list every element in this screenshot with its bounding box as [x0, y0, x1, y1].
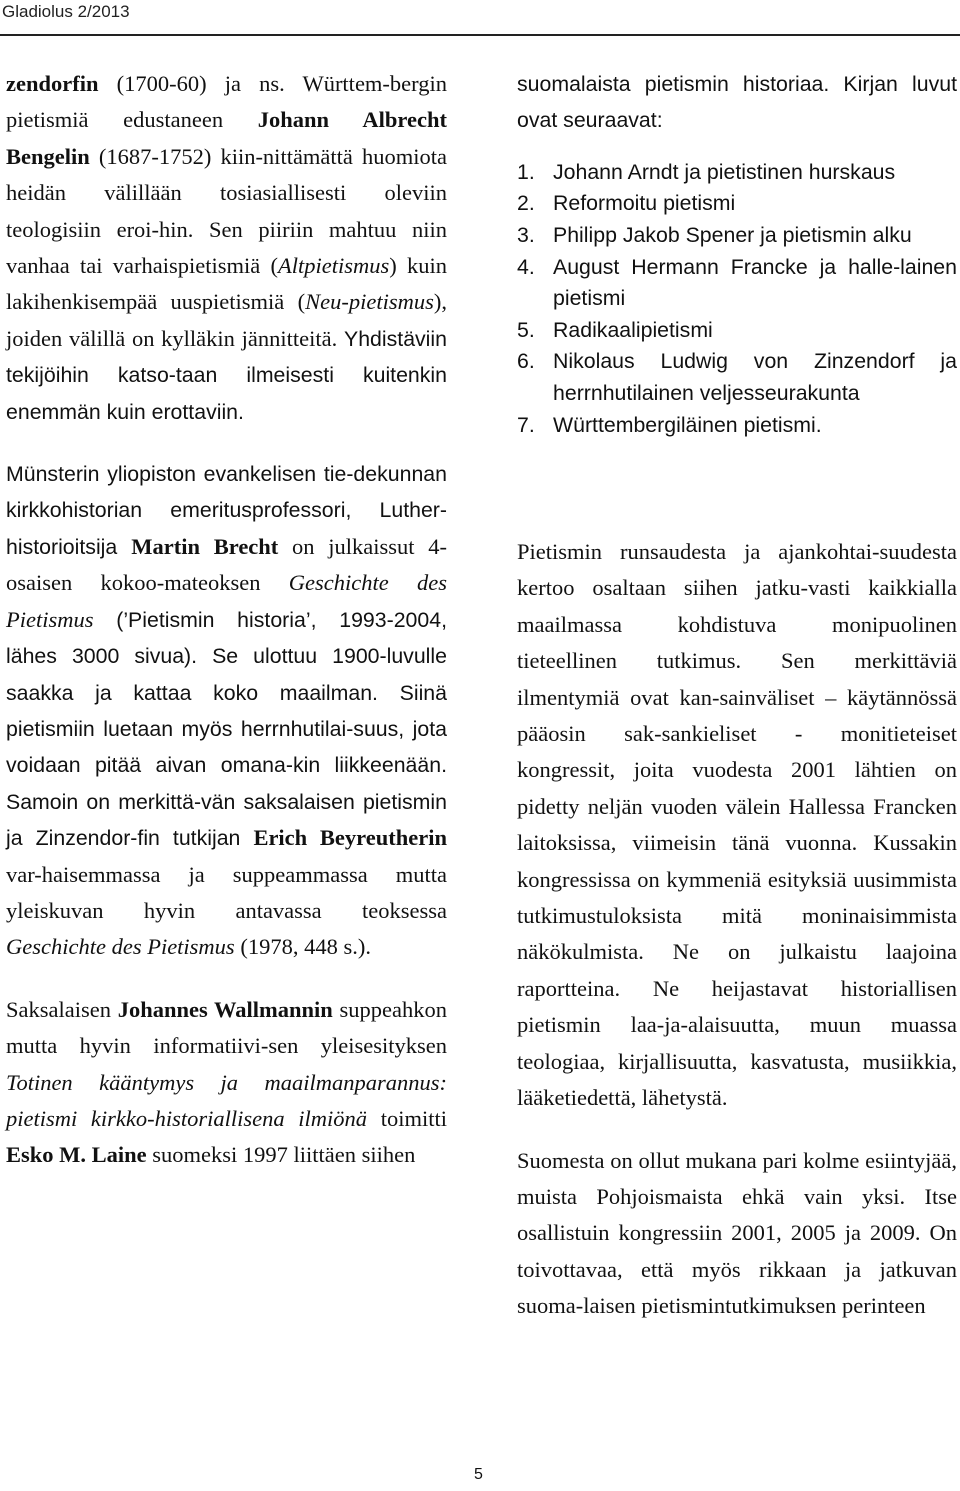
text-span: on julkaissut 4-osaisen kokoo-mateoksen — [6, 533, 447, 596]
left-column — [6, 66, 447, 1174]
book-title: Geschichte des Pietismus — [6, 934, 235, 960]
list-number: 5. — [517, 317, 535, 342]
list-number: 6. — [517, 349, 535, 374]
paragraph-brecht — [6, 456, 447, 966]
list-text: Johann Arndt ja pietistinen hurskaus — [553, 159, 896, 184]
paragraph-chapters-intro: suomalaista pietismin historiaa. Kirjan luvut ovat seuraavat: — [517, 72, 957, 133]
text-span: toimitti — [367, 1105, 447, 1131]
list-item — [517, 410, 957, 442]
page-number: 5 — [474, 1466, 483, 1483]
term-neupietismus: Neu-pietismus — [305, 289, 434, 315]
text-span: ) kuin lakihenkisempää uuspietismiä ( — [6, 253, 448, 315]
text-span: ), joiden välillä on kylläkin jännitteitä. — [6, 289, 447, 351]
text-span: Saksalaisen — [6, 996, 118, 1022]
text-span: Münsterin yliopiston evankelisen tie-dekunnan kirkkohistorian emeritusprofessori, Luther-historioitsija — [6, 462, 447, 559]
list-text: August Hermann Francke ja halle-lainen pietismi — [553, 254, 957, 311]
chapter-list — [517, 157, 957, 441]
list-number: 2. — [517, 191, 535, 216]
list-text: Nikolaus Ludwig von Zinzendorf ja herrnhutilainen veljesseurakunta — [553, 349, 957, 405]
list-item — [517, 315, 957, 347]
paragraph-pietism-varieties — [6, 66, 447, 430]
list-number: 1. — [517, 159, 535, 184]
text-span: suppeahkon mutta hyvin informatiivi-sen yleisesityksen — [6, 996, 447, 1059]
text-span: (1700-60) ja ns. Württem-bergin pietismiä edustaneen — [6, 71, 447, 133]
list-item — [517, 188, 957, 220]
list-number: 3. — [517, 223, 535, 247]
right-column-bottom — [517, 534, 957, 1325]
list-number: 7. — [517, 412, 535, 437]
name-laine: Esko M. Laine — [6, 1142, 147, 1168]
list-item — [517, 252, 957, 315]
list-item — [517, 346, 957, 409]
text-span: (’Pietismin historia’, 1993-2004, lähes 3000 sivua). Se ulottuu 1900-luvulle saakka ja kattaa koko maailman. Siinä pietismiin luetaan myös herrnhutilai-suus, jota voidaan pitää aivan omana-kin liikkeenään. Samoin on merkittä-vän saksalaisen pietismin ja Zinzendor-fin tutkijan — [6, 607, 447, 851]
text-span: suomeksi 1997 liittäen siihen — [146, 1142, 416, 1168]
journal-header: Gladiolus 2/2013 — [2, 2, 130, 21]
name-brecht: Martin Brecht — [131, 533, 279, 559]
list-text: Württembergiläinen pietismi. — [553, 412, 822, 437]
paragraph-finland: Suomesta on ollut mukana pari kolme esiintyjää, muista Pohjoismaista ehkä vain yksi. Itse osallistuin kongressiin 2001, 2005 ja 2009. On toivottavaa, että myös rikkaan ja jatkuvan suoma-laisen pietismintutkimuksen perinteen — [517, 1147, 957, 1319]
list-text: Radikaalipietismi — [553, 317, 713, 342]
term-altpietismus: Altpietismus — [277, 253, 390, 279]
name-wallmann: Johannes Wallmannin — [117, 996, 333, 1022]
paragraph-congresses: Pietismin runsaudesta ja ajankohtai-suudesta kertoo osaltaan siihen jatku-vasti kaikkialla maailmassa kohdistuva monipuolinen tieteellinen tutkimus. Sen merkittäviä ilmentymiä ovat kan-sainväliset – käytännössä pääosin sak-sankieliset - monitieteiset kongressit, joita vuodesta 2001 lähtien on pidetty neljän vuoden välein Hallessa Francken laitoksissa, viimeisin tänä vuonna. Kussakin kongressissa on kymmeniä esityksiä uusimmista tutkimustuloksista mitä moninaisimmista näkökulmista. Ne on julkaistu laajoina raportteina. Ne heijastavat historiallisen pietismin laa-ja-alaisuutta, muun muassa teologiaa, kirjallisuutta, kasvatusta, musiikkia, lääketiedettä, lähetystä. — [517, 539, 957, 1111]
text-span: var-haisemmassa ja suppeammassa mutta yleiskuvan hyvin antavassa teoksessa — [6, 861, 447, 923]
right-column-top — [517, 66, 957, 441]
list-text: Philipp Jakob Spener ja pietismin alku — [553, 223, 912, 247]
paragraph-wallmann — [6, 992, 447, 1174]
name-zinzendorf: zendorfin — [6, 71, 99, 96]
text-span: Yhdistäviin tekijöihin katso-taan ilmeisesti kuitenkin enemmän kuin erottaviin. — [6, 326, 447, 424]
list-item — [517, 157, 957, 189]
book-title: Geschichte des Pietismus — [6, 570, 447, 632]
text-span: (1687-1752) kiin-nittämättä huomiota heidän välillään tosiasiallisesti oleviin teologisiin eroi-hin. Sen piiriin mahtuu niin vanhaa tai varhaispietismiä ( — [6, 143, 447, 279]
name-beyreuther: Erich Beyreutherin — [253, 825, 447, 851]
text-span: (1978, 448 s.). — [234, 934, 371, 960]
name-bengel: Johann Albrecht Bengelin — [6, 107, 447, 169]
header-rule — [0, 34, 960, 36]
list-number: 4. — [517, 254, 535, 279]
list-item — [517, 220, 957, 252]
list-text: Reformoitu pietismi — [553, 191, 736, 216]
book-title: Totinen kääntymys ja maailmanparannus: pietismi kirkko-historiallisena ilmiönä — [6, 1069, 447, 1131]
